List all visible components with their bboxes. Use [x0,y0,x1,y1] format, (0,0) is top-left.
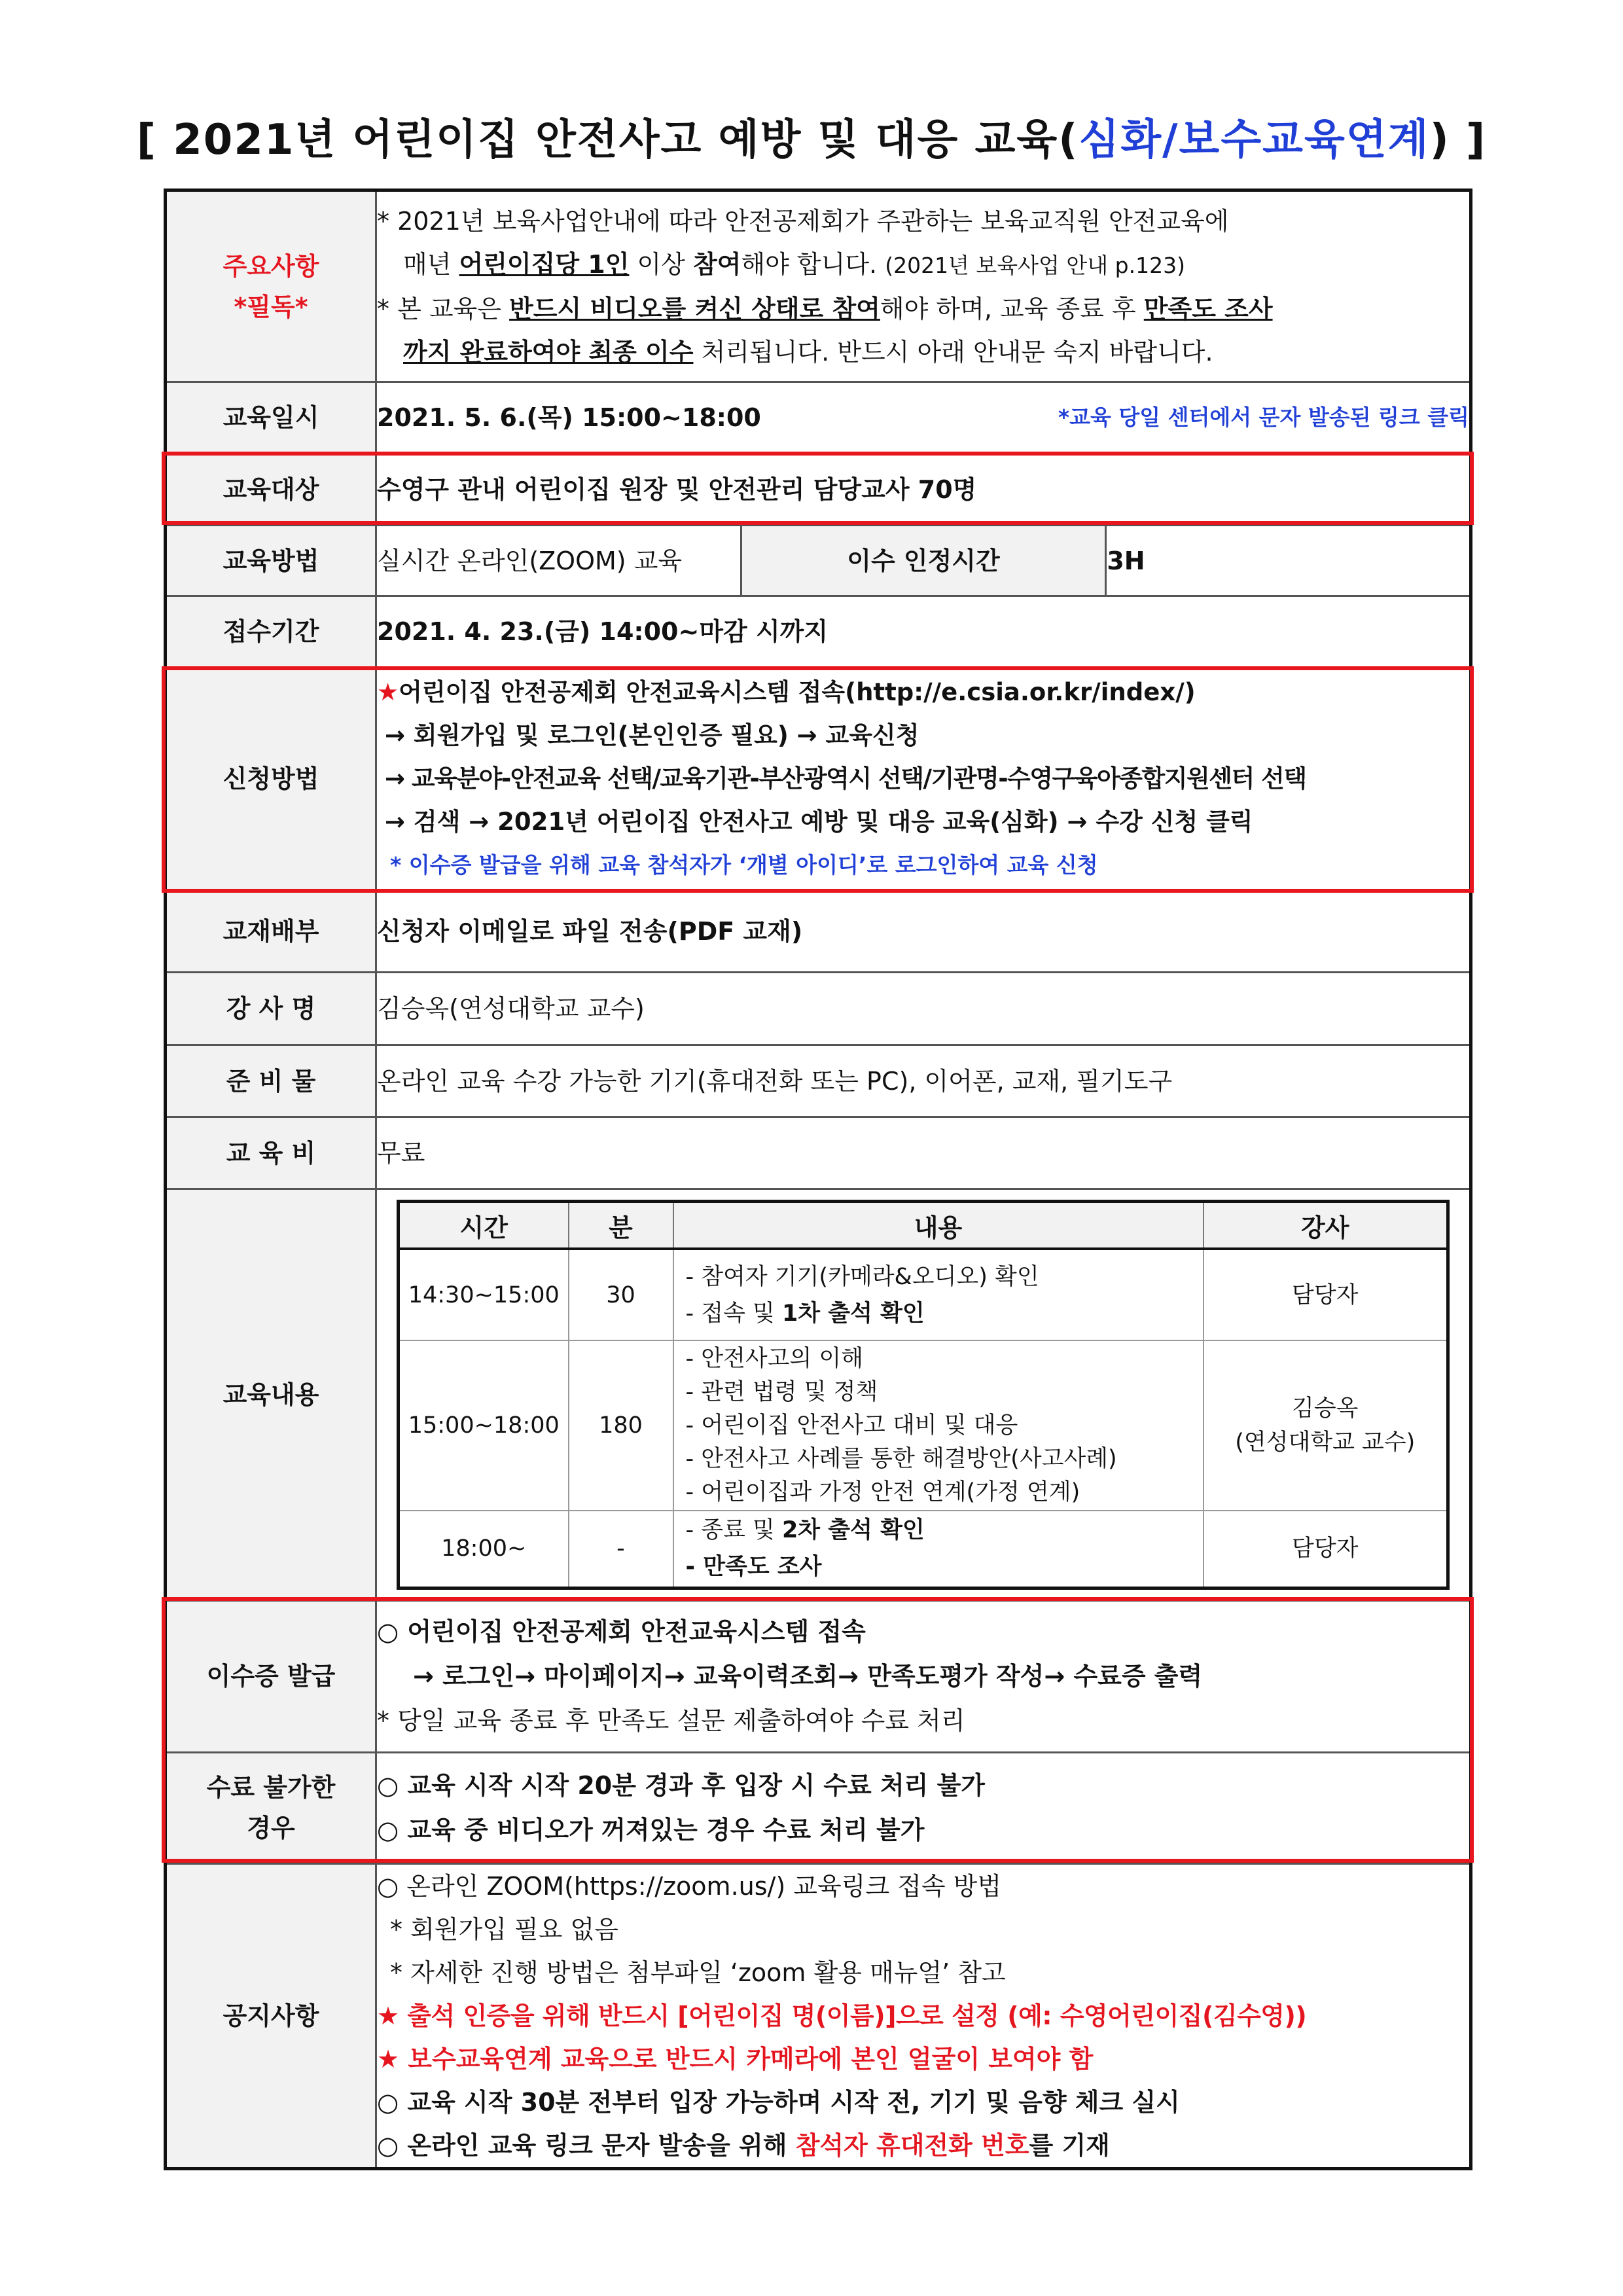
notice-l2f: (2021년 보육사업 안내 p.123) [885,252,1185,278]
row-label-date: 교육일시 [166,382,376,454]
schedule-item: - 어린이집과 가정 안전 연계(가정 연계) [685,1479,1080,1505]
fail-label-1: 수료 불가한 [206,1773,336,1802]
notice-label-2: *필독* [234,292,308,321]
row-lecturer [166,973,1471,1045]
fail-content [376,1752,1471,1863]
document-title [0,106,1623,166]
notes-l7a: ○ 온라인 교육 링크 문자 발송을 위해 [377,2130,796,2160]
notice-line-2 [377,243,1469,287]
notice-line-1: * 2021년 보육사업안내에 따라 안전공제회가 주관하는 보육교직원 안전교육에 [377,206,1229,236]
row-label-apply: 신청방법 [166,668,376,890]
notice-line-3 [377,287,1469,331]
row-label-target: 교육대상 [166,454,376,526]
notes-content [376,1863,1471,2168]
apply-line-5: * 이수증 발급을 위해 교육 참석자가 ‘개별 아이디’로 로그인하여 교육 신청 [390,852,1098,878]
schedule-item-bold: 2차 출석 확인 [781,1517,925,1544]
notice-l2e: 해야 합니다. [741,249,885,279]
material-value: 신청자 이메일로 파일 전송(PDF 교재) [376,890,1471,973]
period-value: 2021. 4. 23.(금) 14:00~마감 시까지 [376,596,1471,668]
fail-label-2: 경우 [247,1814,295,1842]
fail-line-2: ○ 교육 중 비디오가 꺼져있는 경우 수료 처리 불가 [377,1816,925,1844]
title-prefix: [ 2021년 어린이집 안전사고 예방 및 대응 교육( [136,116,1079,164]
schedule-header-time: 시간 [399,1202,569,1249]
fail-line-1: ○ 교육 시작 시작 20분 경과 후 입장 시 수료 처리 불가 [377,1771,986,1800]
fee-value: 무료 [376,1117,1471,1189]
schedule-cell [376,1189,1471,1601]
row-label-cert: 이수증 발급 [166,1600,376,1752]
notes-line-7 [377,2124,1469,2167]
table-row [399,1249,1448,1340]
schedule-time: 15:00~18:00 [399,1340,569,1511]
notice-label-1: 주요사항 [223,251,319,281]
schedule-header-minutes: 분 [569,1202,673,1249]
row-cert [166,1600,1471,1752]
row-label-period: 접수기간 [166,596,376,668]
apply-line-3: → 교육분야-안전교육 선택/교육기관-부산광역시 선택/기관명-수영구육아종합지원센터 선택 [385,764,1306,793]
row-label-fail [166,1752,376,1863]
row-label-fee: 교 육 비 [166,1117,376,1189]
row-date [166,382,1471,454]
notice-l2b: 어린이집당 1인 [459,249,630,279]
notice-l4a: 까지 완료하여야 최종 이수 [403,337,694,367]
date-content [376,382,1471,454]
schedule-item: - 만족도 조사 [685,1554,822,1581]
apply-l1: 어린이집 안전공제회 안전교육시스템 접속(http://e.csia.or.kr/index/) [399,677,1196,706]
schedule-header-lecturer: 강사 [1204,1202,1448,1249]
schedule-lecturer: 담당자 [1204,1249,1448,1340]
row-target [166,454,1471,526]
row-label-prep: 준 비 물 [166,1045,376,1117]
schedule-lecturer [1204,1340,1448,1511]
notes-line-1: ○ 온라인 ZOOM(https://zoom.us/) 교육링크 접속 방법 [377,1871,1002,1901]
notice-l2d: 참여 [693,249,741,279]
table-row [399,1340,1448,1511]
schedule-item [686,1295,1202,1332]
date-value: 2021. 5. 6.(목) 15:00~18:00 [377,403,761,432]
lecturer-affiliation: (연성대학교 교수) [1235,1429,1416,1456]
title-accent: 심화/보수교육연계 [1079,116,1430,164]
schedule-item: - 어린이집 안전사고 대비 및 대응 [685,1412,1018,1439]
schedule-item-prefix: - 종료 및 [685,1517,782,1544]
prep-value: 온라인 교육 수강 가능한 기기(휴대전화 또는 PC), 이어폰, 교재, 필기도구 [376,1045,1471,1117]
credit-hours-value: 3H [1106,526,1471,596]
notes-line-4: ★ 출석 인증을 위해 반드시 [어린이집 명(이름)]으로 설정 (예: 수영어린이집(김수영)) [377,2001,1307,2030]
notes-l7c: 를 기재 [1029,2130,1110,2160]
row-label-content: 교육내용 [166,1189,376,1601]
row-fee [166,1117,1471,1189]
notice-l2c: 이상 [629,249,693,279]
row-prep [166,1045,1471,1117]
notice-l2a: 매년 [403,249,459,279]
notes-l7b: 참석자 휴대전화 번호 [795,2130,1029,2160]
row-notice [166,190,1471,382]
row-label-notes: 공지사항 [166,1863,376,2168]
schedule-time: 18:00~ [399,1511,569,1588]
schedule-lecturer: 담당자 [1204,1511,1448,1588]
row-label-notice [166,190,376,382]
cert-content [376,1600,1471,1752]
schedule-minutes: - [569,1511,673,1588]
apply-line-4: → 검색 → 2021년 어린이집 안전사고 예방 및 대응 교육(심화) → 수강 신청 클릭 [385,807,1253,836]
schedule-content [673,1249,1204,1340]
star-icon: ★ [377,677,399,706]
notice-l3c: 해야 하며, 교육 종료 후 [880,294,1144,323]
notes-line-6: ○ 교육 시작 30분 전부터 입장 가능하며 시작 전, 기기 및 음향 체크 실시 [377,2087,1180,2117]
schedule-item: - 안전사고 사례를 통한 해결방안(사고사례) [685,1445,1117,1472]
title-suffix: ) ] [1429,116,1487,164]
schedule-content [673,1340,1204,1511]
cert-line-2: → 로그인→ 마이페이지→ 교육이력조회→ 만족도평가 작성→ 수료증 출력 [413,1662,1203,1691]
notes-line-5: ★ 보수교육연계 교육으로 반드시 카메라에 본인 얼굴이 보여야 함 [377,2044,1094,2073]
row-label-lecturer: 강 사 명 [166,973,376,1045]
notice-l3b: 반드시 비디오를 켜신 상태로 참여 [509,294,880,323]
row-label-method: 교육방법 [166,526,376,596]
row-notes [166,1863,1471,2168]
notice-line-4 [377,331,1469,374]
schedule-item-bold: 1차 출석 확인 [781,1300,925,1327]
table-row [399,1511,1448,1588]
cert-line-1: ○ 어린이집 안전공제회 안전교육시스템 접속 [377,1617,866,1646]
apply-line-2: → 회원가입 및 로그인(본인인증 필요) → 교육신청 [385,721,919,749]
schedule-header-content: 내용 [673,1202,1204,1249]
schedule-item: - 안전사고의 이해 [685,1345,864,1372]
schedule-item: - 참여자 기기(카메라&오디오) 확인 [685,1263,1039,1290]
row-label-material: 교재배부 [166,890,376,973]
info-table [164,188,1472,2170]
lecturer-name: 김승옥 [1292,1395,1359,1422]
schedule-minutes: 30 [569,1249,673,1340]
cert-line-3: * 당일 교육 종료 후 만족도 설문 제출하여야 수료 처리 [377,1706,965,1735]
schedule-item [686,1512,1202,1549]
notice-l3a: * 본 교육은 [377,294,510,323]
lecturer-value: 김승옥(연성대학교 교수) [376,973,1471,1045]
row-material [166,890,1471,973]
row-method [166,526,1471,596]
schedule-item: - 관련 법령 및 정책 [685,1378,878,1405]
schedule-time: 14:30~15:00 [399,1249,569,1340]
target-value: 수영구 관내 어린이집 원장 및 안전관리 담당교사 70명 [376,454,1471,526]
credit-hours-label: 이수 인정시간 [741,526,1106,596]
notes-line-2: * 회원가입 필요 없음 [390,1914,618,1944]
schedule-table [397,1200,1450,1590]
notice-l3d: 만족도 조사 [1143,294,1273,323]
method-value: 실시간 온라인(ZOOM) 교육 [376,526,741,596]
row-apply [166,668,1471,890]
notice-content [376,190,1471,382]
schedule-content [673,1511,1204,1588]
row-period [166,596,1471,668]
notes-line-3: * 자세한 진행 방법은 첨부파일 ‘zoom 활용 매뉴얼’ 참고 [390,1958,1006,1987]
apply-line-1 [377,671,1469,714]
row-content [166,1189,1471,1601]
schedule-item-prefix: - 접속 및 [685,1300,782,1327]
apply-content [376,668,1471,890]
date-note: *교육 당일 센터에서 문자 발송된 링크 클릭 [1058,404,1469,430]
schedule-minutes: 180 [569,1340,673,1511]
notice-l4b: 처리됩니다. 반드시 아래 안내문 숙지 바랍니다. [693,337,1213,367]
row-fail [166,1752,1471,1863]
